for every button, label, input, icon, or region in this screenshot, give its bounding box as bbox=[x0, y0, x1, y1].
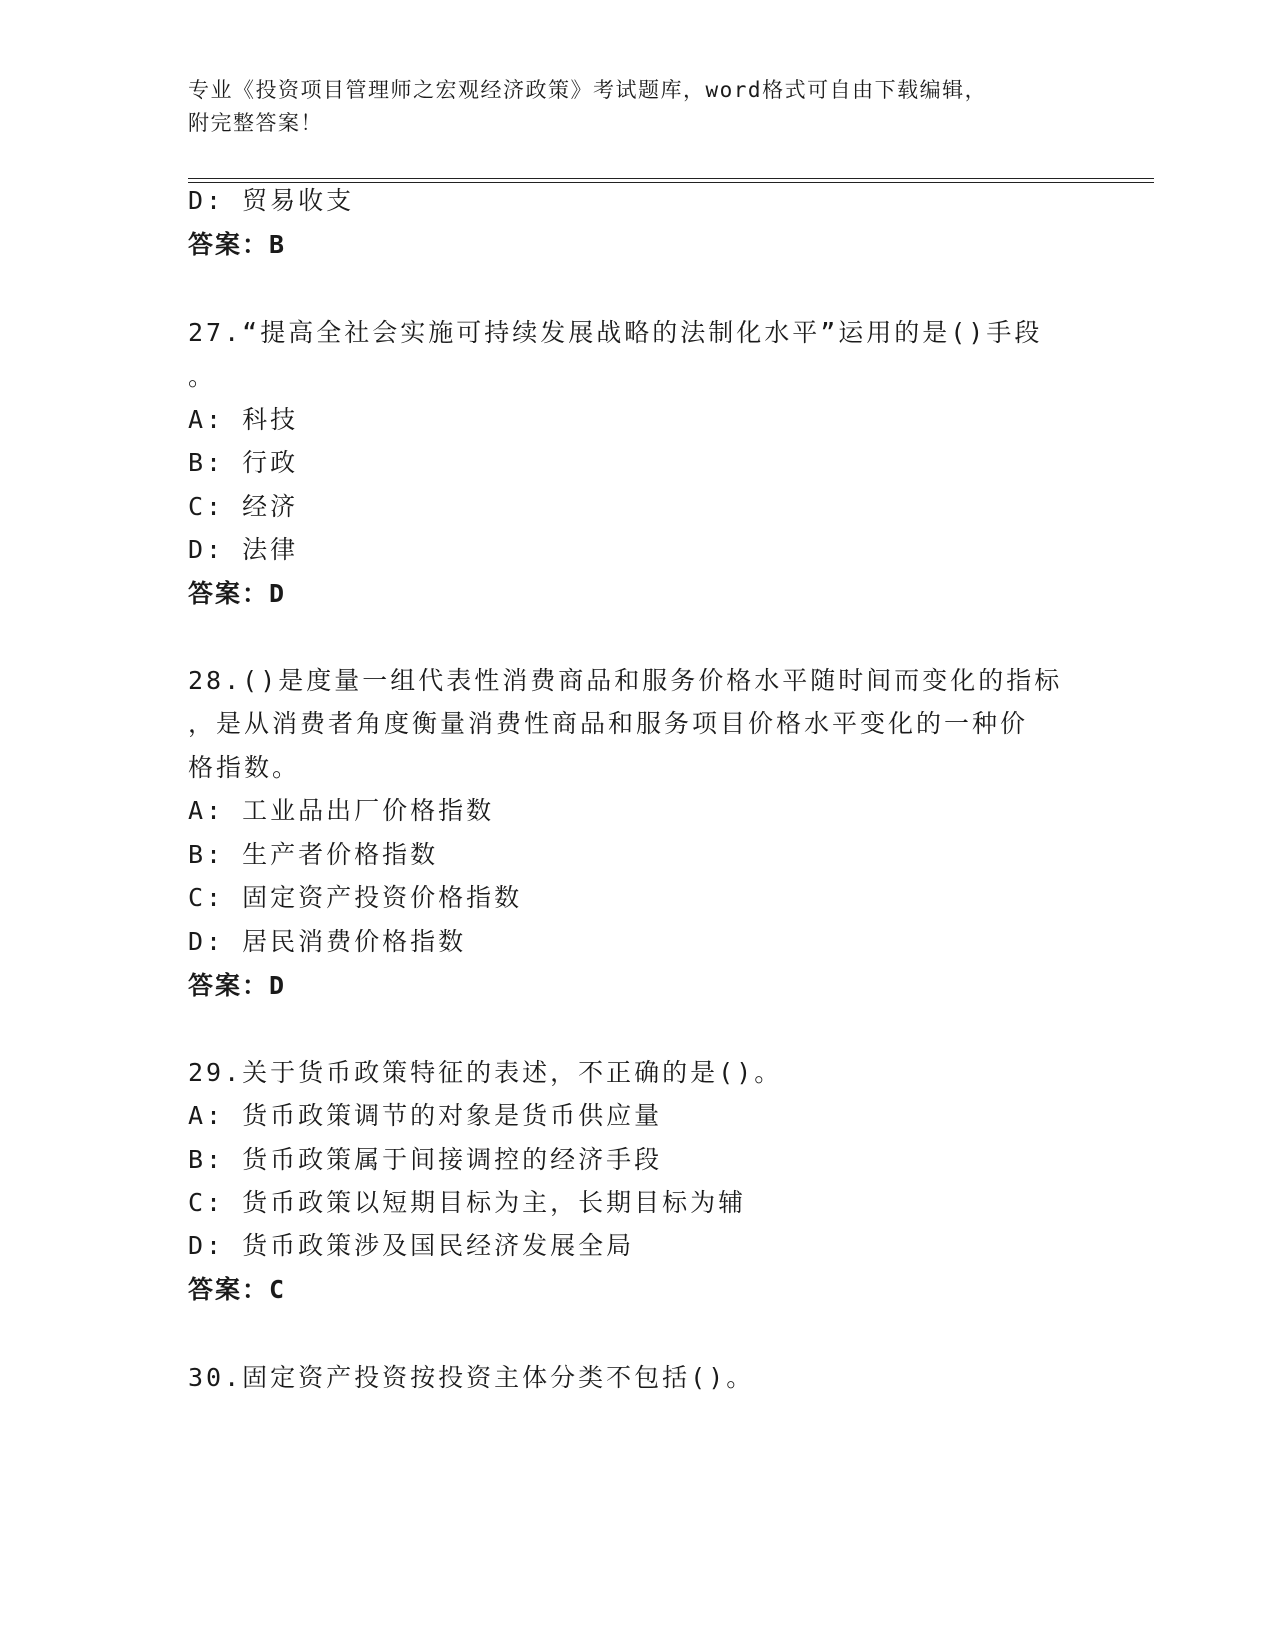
q29-stem-line-1: 29.关于货币政策特征的表述，不正确的是()。 bbox=[188, 1058, 783, 1087]
prev-option-d: D: 贸易收支 bbox=[188, 186, 355, 215]
q27-stem-line-1: 27.“提高全社会实施可持续发展战略的法制化水平”运用的是()手段 bbox=[188, 318, 1043, 347]
q28-stem-line-3: 格指数。 bbox=[188, 753, 301, 782]
prev-answer: 答案：B bbox=[188, 230, 287, 259]
q27-option-b: B: 行政 bbox=[188, 448, 299, 477]
q27-answer: 答案：D bbox=[188, 579, 287, 608]
q28-option-a: A: 工业品出厂价格指数 bbox=[188, 796, 495, 825]
q28-stem-line-2: ，是从消费者角度衡量消费性商品和服务项目价格水平变化的一种价 bbox=[188, 709, 1029, 738]
header-line-1: 专业《投资项目管理师之宏观经济政策》考试题库，word格式可自由下载编辑， bbox=[188, 78, 988, 102]
q27-option-c: C: 经济 bbox=[188, 492, 299, 521]
q27-option-a: A: 科技 bbox=[188, 405, 299, 434]
q28-option-c: C: 固定资产投资价格指数 bbox=[188, 883, 523, 912]
document-header bbox=[188, 74, 1088, 140]
q28-stem-line-1: 28.()是度量一组代表性消费商品和服务价格水平随时间而变化的指标 bbox=[188, 666, 1063, 695]
q29-answer: 答案：C bbox=[188, 1275, 287, 1304]
q27-option-d: D: 法律 bbox=[188, 535, 299, 564]
q29-option-b: B: 货币政策属于间接调控的经济手段 bbox=[188, 1145, 663, 1174]
header-divider-bottom bbox=[188, 182, 1154, 183]
header-line-2: 附完整答案！ bbox=[188, 111, 323, 135]
header-divider-top bbox=[188, 178, 1154, 179]
q30-stem-line-1: 30.固定资产投资按投资主体分类不包括()。 bbox=[188, 1363, 755, 1392]
q27-stem-line-2: 。 bbox=[188, 362, 217, 391]
q28-option-d: D: 居民消费价格指数 bbox=[188, 927, 467, 956]
q28-answer: 答案：D bbox=[188, 971, 287, 1000]
q29-option-c: C: 货币政策以短期目标为主，长期目标为辅 bbox=[188, 1188, 747, 1217]
q29-option-d: D: 货币政策涉及国民经济发展全局 bbox=[188, 1231, 635, 1260]
q29-option-a: A: 货币政策调节的对象是货币供应量 bbox=[188, 1101, 663, 1130]
q28-option-b: B: 生产者价格指数 bbox=[188, 840, 439, 869]
